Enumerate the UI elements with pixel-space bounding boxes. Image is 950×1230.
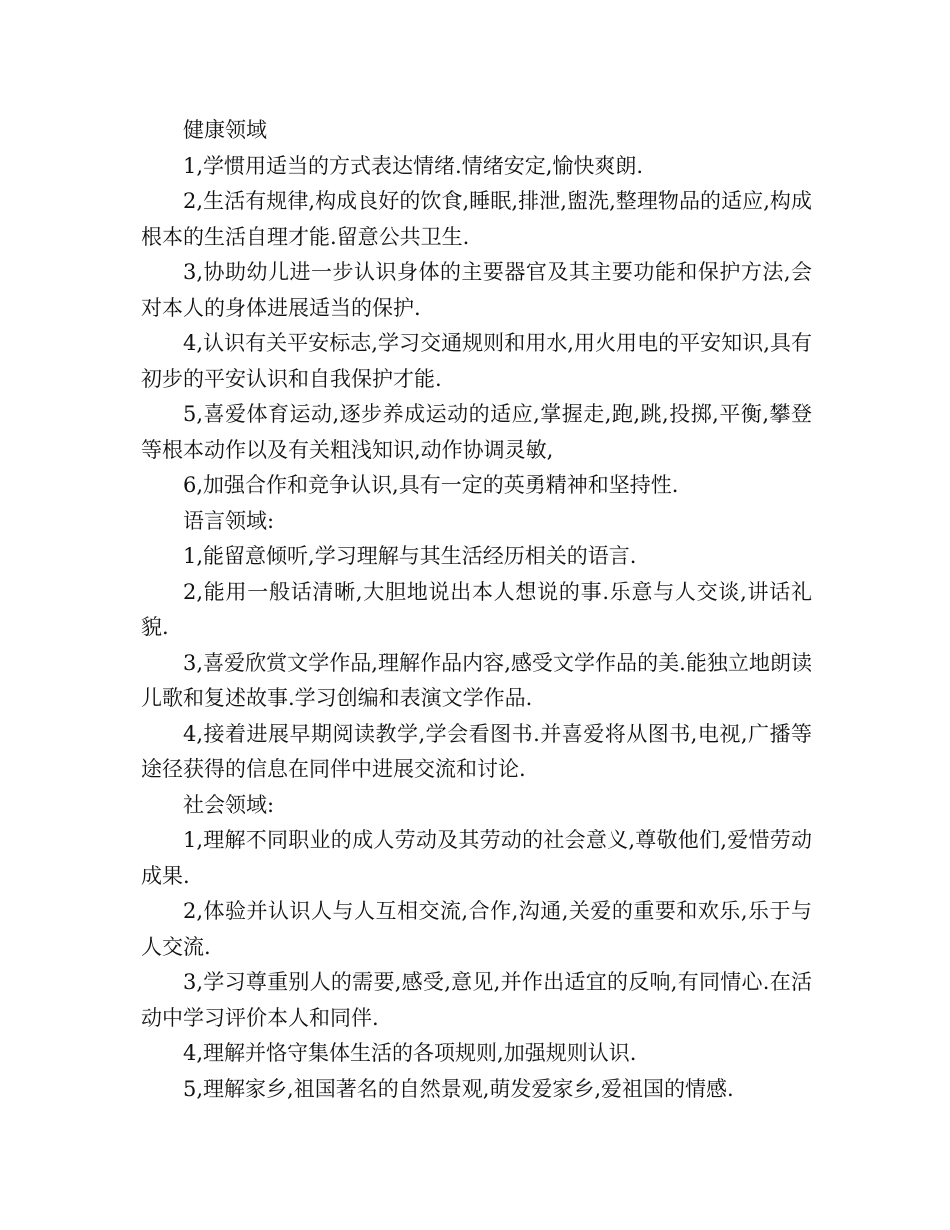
section-health [141, 113, 812, 504]
section-language [141, 504, 812, 788]
list-item: 1,学惯用适当的方式表达情绪.情绪安定,愉快爽朗. [183, 153, 644, 178]
list-item: 6,加强合作和竞争认识,具有一定的英勇精神和坚持性. [183, 473, 679, 497]
section-title: 社会领域: [183, 792, 275, 817]
list-item: 5,理解家乡,祖国著名的自然景观,萌发爱家乡,爱祖国的情感. [183, 1076, 734, 1101]
section-title: 语言领域: [183, 508, 275, 533]
section-social [141, 788, 812, 1108]
list-item: 4,接着进展早期阅读教学,学会看图书.并喜爱将从图书,电视,广播等途径获得的信息在同伴中进展交流和讨论. [141, 721, 812, 781]
list-item: 2,能用一般话清晰,大胆地说出本人想说的事.乐意与人交谈,讲话礼貌. [141, 579, 812, 639]
list-item: 1,理解不同职业的成人劳动及其劳动的社会意义,尊敬他们,爱惜劳动成果. [141, 828, 812, 888]
list-item: 3,喜爱欣赏文学作品,理解作品内容,感受文学作品的美.能独立地朗读儿歌和复述故事.学习创编和表演文学作品. [141, 650, 812, 710]
list-item: 2,生活有规律,构成良好的饮食,睡眠,排泄,盥洗,整理物品的适应,构成根本的生活自理才能.留意公共卫生. [141, 189, 812, 249]
section-title: 健康领域 [183, 118, 267, 142]
list-item: 4,认识有关平安标志,学习交通规则和用水,用火用电的平安知识,具有初步的平安认识和自我保护才能. [141, 331, 812, 391]
list-item: 2,体验并认识人与人互相交流,合作,沟通,关爱的重要和欢乐,乐于与人交流. [141, 899, 812, 959]
list-item: 1,能留意倾听,学习理解与其生活经历相关的语言. [183, 544, 637, 568]
list-item: 4,理解并恪守集体生活的各项规则,加强规则认识. [183, 1041, 637, 1065]
list-item: 5,喜爱体育运动,逐步养成运动的适应,掌握走,跑,跳,投掷,平衡,攀登等根本动作以及有关粗浅知识,动作协调灵敏, [141, 402, 812, 462]
list-item: 3,学习尊重别人的需要,感受,意见,并作出适宜的反响,有同情心.在活动中学习评价本人和同伴. [141, 970, 812, 1030]
list-item: 3,协助幼儿进一步认识身体的主要器官及其主要功能和保护方法,会对本人的身体进展适当的保护. [141, 260, 812, 320]
